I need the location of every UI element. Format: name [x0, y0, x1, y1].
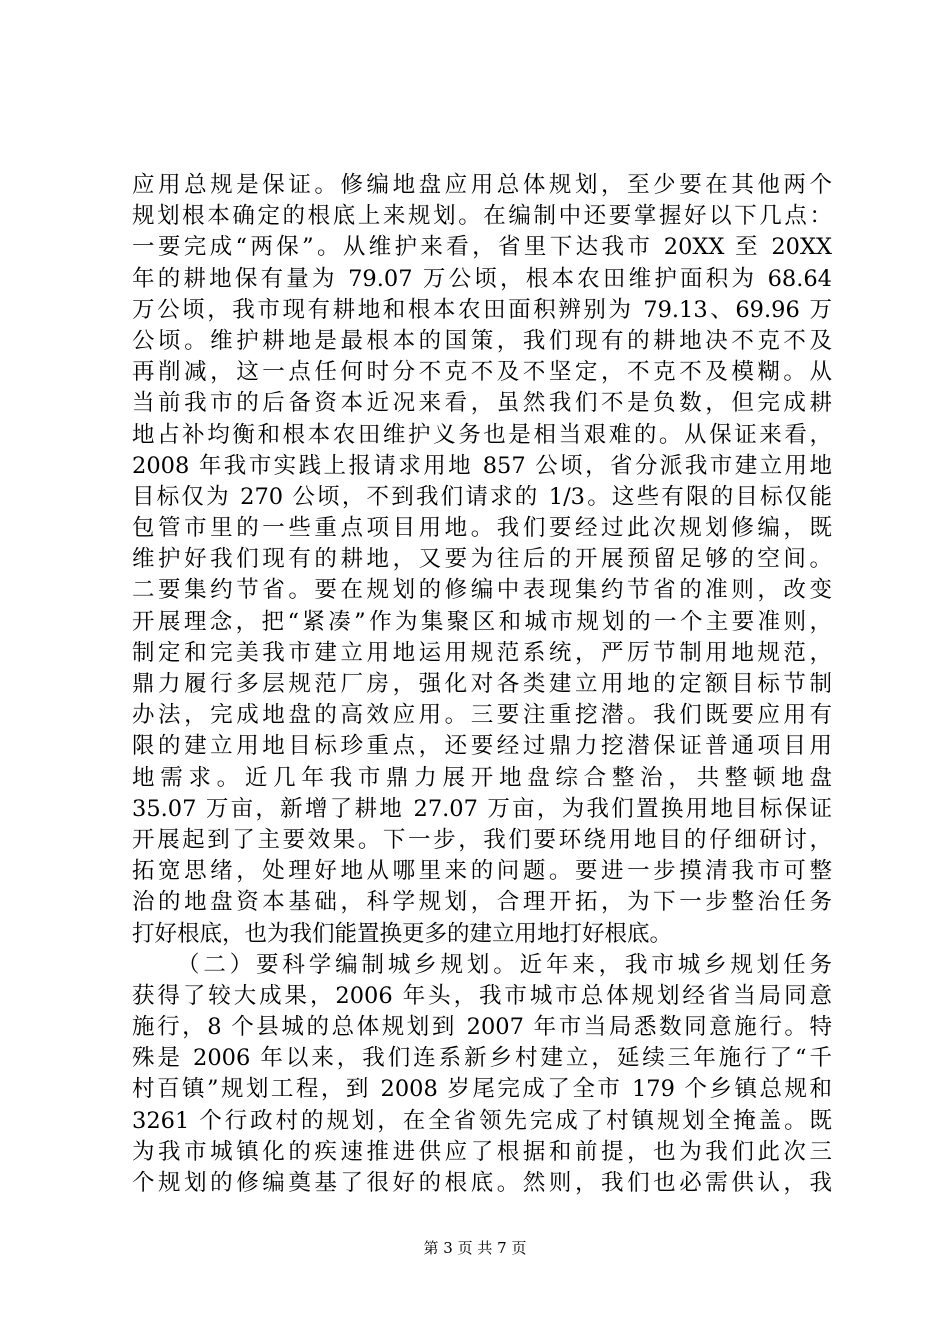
text-line: 目标仅为 270 公顷，不到我们请求的 1/3。这些有限的目标仅能 [132, 483, 832, 510]
text-line: 施行，8 个县城的总体规划到 2007 年市当局悉数同意施行。特 [132, 1014, 832, 1041]
text-line: 个规划的修编奠基了很好的根底。然则，我们也必需供认，我 [132, 1170, 832, 1196]
text-line: 一要完成“两保”。从维护来看，省里下达我市 20XX 至 20XX [132, 234, 832, 261]
text-line: 治的地盘资本基础，科学规划，合理开拓，为下一步整治任务 [132, 889, 832, 916]
body-text [132, 170, 832, 1199]
page-number-footer: 第 3 页 共 7 页 [423, 1239, 527, 1257]
text-line: 维护好我们现有的耕地，又要为往后的开展预留足够的空间。 [132, 546, 832, 573]
text-line: 殊是 2006 年以来，我们连系新乡村建立，延续三年施行了“千 [132, 1045, 832, 1072]
text-line: 2008 年我市实践上报请求用地 857 公顷，省分派我市建立用地 [132, 452, 832, 479]
text-line: 应用总规是保证。修编地盘应用总体规划，至少要在其他两个 [132, 172, 832, 198]
text-line: 村百镇”规划工程，到 2008 岁尾完成了全市 179 个乡镇总规和 [132, 1076, 832, 1103]
text-line: 公顷。维护耕地是最根本的国策，我们现有的耕地决不克不及 [132, 327, 832, 354]
text-line: 年的耕地保有量为 79.07 万公顷，根本农田维护面积为 68.64 [132, 265, 832, 292]
text-line: 开展起到了主要效果。下一步，我们要环绕用地目的仔细研讨， [132, 826, 832, 853]
text-line: 拓宽思绪，处理好地从哪里来的问题。要进一步摸清我市可整 [132, 858, 832, 885]
paragraph-start-line: （二）要科学编制城乡规划。近年来，我市城乡规划任务 [177, 951, 832, 978]
text-line: 办法，完成地盘的高效应用。三要注重挖潜。我们既要应用有 [132, 702, 832, 729]
text-line: 制定和完美我市建立用地运用规范系统，严厉节制用地规范， [132, 639, 832, 666]
text-line: 为我市城镇化的疾速推进供应了根据和前提，也为我们此次三 [132, 1138, 832, 1165]
text-line: 当前我市的后备资本近况来看，虽然我们不是负数，但完成耕 [132, 390, 832, 417]
text-line: 万公顷，我市现有耕地和根本农田面积辨别为 79.13、69.96 万 [132, 296, 832, 323]
text-line: 限的建立用地目标珍重点，还要经过鼎力挖潜保证普通项目用 [132, 733, 832, 760]
text-line: 35.07 万亩，新增了耕地 27.07 万亩，为我们置换用地目标保证 [132, 795, 832, 822]
text-line: 3261 个行政村的规划，在全省领先完成了村镇规划全掩盖。既 [132, 1107, 832, 1134]
text-line: 规划根本确定的根底上来规划。在编制中还要掌握好以下几点： [132, 203, 832, 230]
text-line: 二要集约节省。要在规划的修编中表现集约节省的准则，改变 [132, 577, 832, 604]
text-line: 开展理念，把“紧凑”作为集聚区和城市规划的一个主要准则， [132, 608, 832, 635]
text-line: 再削减，这一点任何时分不克不及不坚定，不克不及模糊。从 [132, 359, 832, 386]
text-line: 地占补均衡和根本农田维护义务也是相当艰难的。从保证来看， [132, 421, 832, 448]
text-line: 地需求。近几年我市鼎力展开地盘综合整治，共整顿地盘 [132, 764, 832, 791]
text-line: 包管市里的一些重点项目用地。我们要经过此次规划修编，既 [132, 515, 832, 542]
paragraph-end-line: 打好根底，也为我们能置换更多的建立用地打好根底。 [132, 920, 673, 947]
text-line: 获得了较大成果，2006 年头，我市城市总体规划经省当局同意 [132, 982, 832, 1009]
text-line: 鼎力履行多层规范厂房，强化对各类建立用地的定额目标节制 [132, 671, 832, 697]
